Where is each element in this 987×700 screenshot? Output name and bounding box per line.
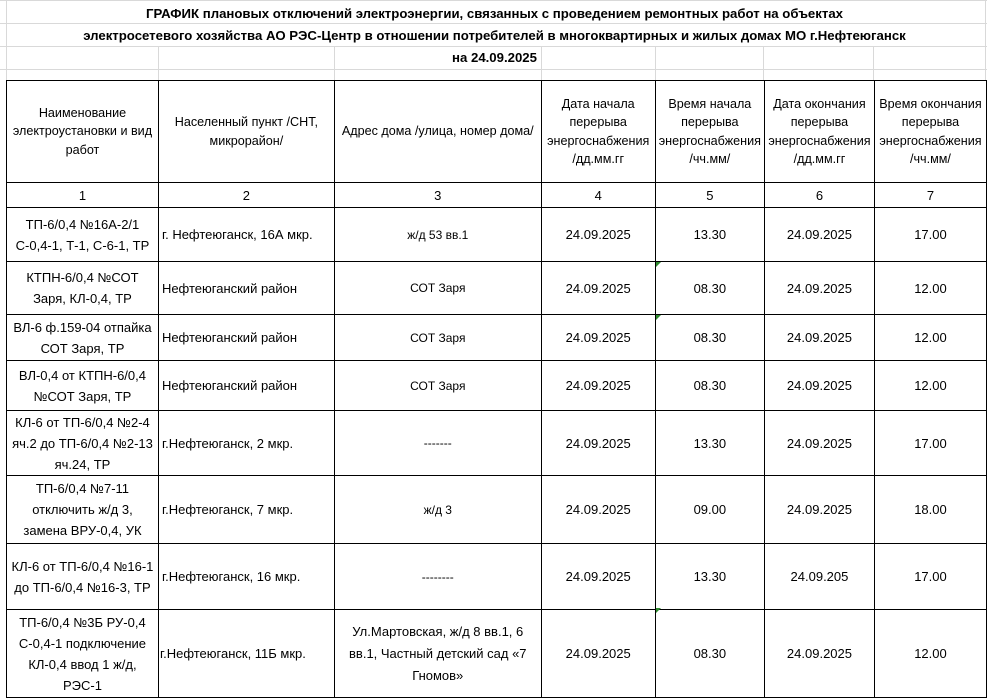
header-end-date: Дата окончания перерыва энергоснабжения /дд.мм.гг xyxy=(764,81,874,183)
column-number: 7 xyxy=(874,183,986,208)
start-date-cell: 24.09.2025 xyxy=(541,361,655,411)
address-cell: СОТ Заря xyxy=(334,262,541,315)
end-date-cell: 24.09.2025 xyxy=(764,411,874,476)
installation-cell: ТП-6/0,4 №3Б РУ-0,4 С-0,4-1 подключение КЛ-0,4 ввод 1 ж/д, РЭС-1 xyxy=(7,610,159,698)
locality-cell: Нефтеюганский район xyxy=(158,361,334,411)
end-date-cell: 24.09.2025 xyxy=(764,610,874,698)
column-number-row xyxy=(7,183,987,208)
address-cell: ж/д 3 xyxy=(334,476,541,544)
table-row xyxy=(7,544,987,610)
table-row xyxy=(7,610,987,698)
title-line-1: ГРАФИК плановых отключений электроэнергии, связанных с проведением ремонтных работ на объектах xyxy=(145,6,843,21)
column-number: 6 xyxy=(764,183,874,208)
start-date-cell: 24.09.2025 xyxy=(541,610,655,698)
header-start-date: Дата начала перерыва энергоснабжения /дд.мм.гг xyxy=(541,81,655,183)
installation-cell: ВЛ-0,4 от КТПН-6/0,4 №СОТ Заря, ТР xyxy=(7,361,159,411)
table-row xyxy=(7,361,987,411)
end-date-cell: 24.09.2025 xyxy=(764,208,874,262)
installation-cell: ТП-6/0,4 №7-11 отключить ж/д 3, замена ВРУ-0,4, УК xyxy=(7,476,159,544)
end-time-cell: 12.00 xyxy=(874,610,986,698)
schedule-table xyxy=(6,80,987,698)
end-date-cell: 24.09.205 xyxy=(764,544,874,610)
gridline xyxy=(0,0,987,1)
start-time-cell: 09.00 xyxy=(655,476,764,544)
table-row xyxy=(7,476,987,544)
end-time-cell: 18.00 xyxy=(874,476,986,544)
installation-cell: ВЛ-6 ф.159-04 отпайка СОТ Заря, ТР xyxy=(7,315,159,361)
end-date-cell: 24.09.2025 xyxy=(764,262,874,315)
comment-marker-icon xyxy=(656,608,661,613)
locality-cell: Нефтеюганский район xyxy=(158,315,334,361)
column-number: 3 xyxy=(334,183,541,208)
start-time-cell: 08.30 xyxy=(655,315,764,361)
start-time-cell: 08.30 xyxy=(655,262,764,315)
column-number: 4 xyxy=(541,183,655,208)
end-time-cell: 12.00 xyxy=(874,262,986,315)
locality-cell: г.Нефтеюганск, 7 мкр. xyxy=(158,476,334,544)
start-time-cell: 08.30 xyxy=(655,610,764,698)
installation-cell: КЛ-6 от ТП-6/0,4 №2-4 яч.2 до ТП-6/0,4 №2-13 яч.24, ТР xyxy=(7,411,159,476)
address-cell: -------- xyxy=(334,544,541,610)
header-locality: Населенный пункт /СНТ, микрорайон/ xyxy=(158,81,334,183)
start-time-cell: 13.30 xyxy=(655,208,764,262)
comment-marker-icon xyxy=(656,315,661,320)
locality-cell: г.Нефтеюганск, 11Б мкр. xyxy=(158,610,334,698)
start-time-cell: 08.30 xyxy=(655,361,764,411)
column-number: 5 xyxy=(655,183,764,208)
start-date-cell: 24.09.2025 xyxy=(541,315,655,361)
address-cell: ж/д 53 вв.1 xyxy=(334,208,541,262)
header-end-time: Время окончания перерыва энергоснабжения /чч.мм/ xyxy=(874,81,986,183)
installation-cell: ТП-6/0,4 №16А-2/1 С-0,4-1, Т-1, С-6-1, ТР xyxy=(7,208,159,262)
header-installation: Наименование электроустановки и вид работ xyxy=(7,81,159,183)
locality-cell: г.Нефтеюганск, 2 мкр. xyxy=(158,411,334,476)
header-row xyxy=(7,81,987,183)
address-cell: СОТ Заря xyxy=(334,315,541,361)
table-row xyxy=(7,262,987,315)
end-date-cell: 24.09.2025 xyxy=(764,476,874,544)
column-number: 1 xyxy=(7,183,159,208)
address-cell: Ул.Мартовская, ж/д 8 вв.1, 6 вв.1, Частный детский сад «7 Гномов» xyxy=(334,610,541,698)
end-time-cell: 17.00 xyxy=(874,208,986,262)
start-date-cell: 24.09.2025 xyxy=(541,411,655,476)
comment-marker-icon xyxy=(656,262,661,267)
installation-cell: КТПН-6/0,4 №СОТ Заря, КЛ-0,4, ТР xyxy=(7,262,159,315)
end-date-cell: 24.09.2025 xyxy=(764,361,874,411)
start-date-cell: 24.09.2025 xyxy=(541,544,655,610)
table-row xyxy=(7,315,987,361)
end-time-cell: 12.00 xyxy=(874,315,986,361)
end-time-cell: 12.00 xyxy=(874,361,986,411)
address-cell: ------- xyxy=(334,411,541,476)
start-date-cell: 24.09.2025 xyxy=(541,208,655,262)
locality-cell: г.Нефтеюганск, 16 мкр. xyxy=(158,544,334,610)
header-address: Адрес дома /улица, номер дома/ xyxy=(334,81,541,183)
title-line-2: электросетевого хозяйства АО РЭС-Центр в отношении потребителей в многоквартирных и жилых домах МО г.Нефтеюганск xyxy=(83,28,906,43)
locality-cell: Нефтеюганский район xyxy=(158,262,334,315)
gridline xyxy=(0,69,987,70)
table-row xyxy=(7,411,987,476)
start-time-cell: 13.30 xyxy=(655,411,764,476)
header-start-time: Время начала перерыва энергоснабжения /чч.мм/ xyxy=(655,81,764,183)
address-cell: СОТ Заря xyxy=(334,361,541,411)
table-row xyxy=(7,208,987,262)
start-date-cell: 24.09.2025 xyxy=(541,476,655,544)
installation-cell: КЛ-6 от ТП-6/0,4 №16-1 до ТП-6/0,4 №16-3, ТР xyxy=(7,544,159,610)
end-time-cell: 17.00 xyxy=(874,411,986,476)
title-line-3: на 24.09.2025 xyxy=(452,50,537,65)
locality-cell: г. Нефтеюганск, 16А мкр. xyxy=(158,208,334,262)
start-time-cell: 13.30 xyxy=(655,544,764,610)
end-date-cell: 24.09.2025 xyxy=(764,315,874,361)
start-date-cell: 24.09.2025 xyxy=(541,262,655,315)
end-time-cell: 17.00 xyxy=(874,544,986,610)
column-number: 2 xyxy=(158,183,334,208)
